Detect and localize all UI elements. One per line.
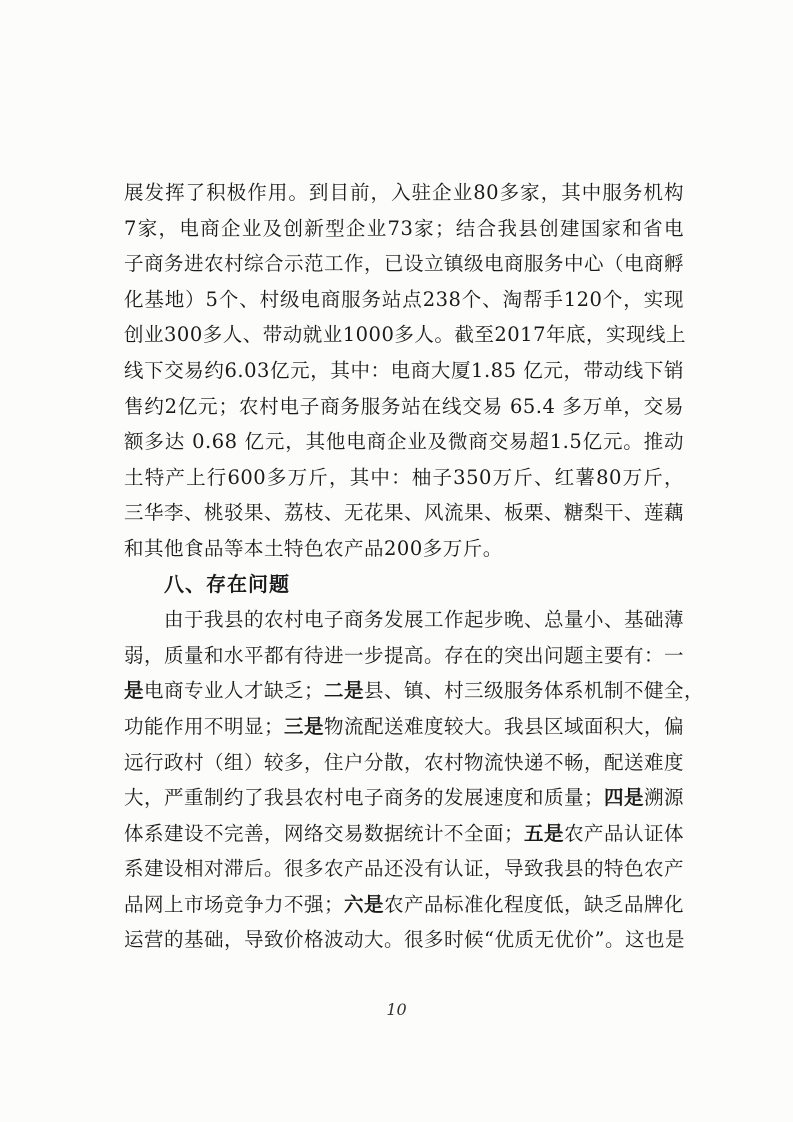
text-line [124,780,684,816]
text-line [124,673,705,709]
text-line [124,887,684,923]
inline-text: 体系建设不完善，网络交易数据统计不全面； [124,821,525,845]
inline-text: 电商专业人才缺乏； [144,679,325,703]
text-line: 土特产上行600多万斤，其中：柚子350万斤、红薯80万斤， [124,465,684,489]
inline-text: 功能作用不明显； [124,714,285,738]
keyword-text: 二是 [324,679,365,703]
inline-text: 品网上市场竞争力不强； [124,892,345,916]
inline-text: 农产品认证体 [564,821,685,845]
text-line [124,709,684,745]
text-line: 弱，质量和水平都有待进一步提高。存在的突出问题主要有：一 [124,643,685,667]
section-heading: 八、存在问题 [164,571,290,596]
text-line [124,816,684,852]
text-line: 运营的基础，导致价格波动大。很多时候“优质无优价”。这也是 [124,928,685,952]
inline-text: 溯源 [644,786,685,810]
text-line: 化基地）5个、村级电商服务站点238个、淘帮手120个，实现 [124,287,684,311]
inline-text: 物流配送难度较大。我县区域面积大，偏 [324,714,685,738]
keyword-text: 五是 [524,821,565,845]
keyword-text: 四是 [604,786,645,810]
text-line: 线下交易约6.03亿元，其中：电商大厦1.85 亿元，带动线下销 [124,358,684,382]
keyword-text: 六是 [344,892,385,916]
inline-text: 大，严重制约了我县农村电子商务的发展速度和质量； [124,786,605,810]
text-line: 子商务进农村综合示范工作，已设立镇级电商服务中心（电商孵 [124,252,685,276]
text-line: 远行政村（组）较多，住户分散，农村物流快递不畅，配送难度 [124,750,685,774]
text-line: 创业300多人、带动就业1000多人。截至2017年底，实现线上 [124,323,686,347]
text-line: 展发挥了积极作用。到目前，入驻企业80多家，其中服务机构 [124,181,684,204]
text-line: 由于我县的农村电子商务发展工作起步晚、总量小、基础薄 [164,608,685,632]
text-line: 三华李、桃驳果、荔枝、无花果、风流果、板栗、糖梨干、莲藕 [124,501,685,525]
inline-text: 农产品标准化程度低，缺乏品牌化 [384,892,685,916]
text-line: 额多达 0.68 亿元，其他电商企业及微商交易超1.5亿元。推动 [124,430,684,454]
body-text [124,175,705,958]
keyword-text: 是 [124,679,145,703]
text-line: 售约2亿元；农村电子商务服务站在线交易 65.4 多万单，交易 [124,394,684,418]
text-line: 系建设相对滞后。很多农产品还没有认证，导致我县的特色农产 [124,857,685,881]
page-number: 10 [386,1000,407,1019]
keyword-text: 三是 [284,714,325,738]
text-line: 7家，电商企业及创新型企业73家；结合我县创建国家和省电 [124,216,684,240]
text-line: 和其他食品等本土特色农产品200多万斤。 [124,536,503,560]
inline-text: 县、镇、村三级服务体系机制不健全， [364,679,705,703]
